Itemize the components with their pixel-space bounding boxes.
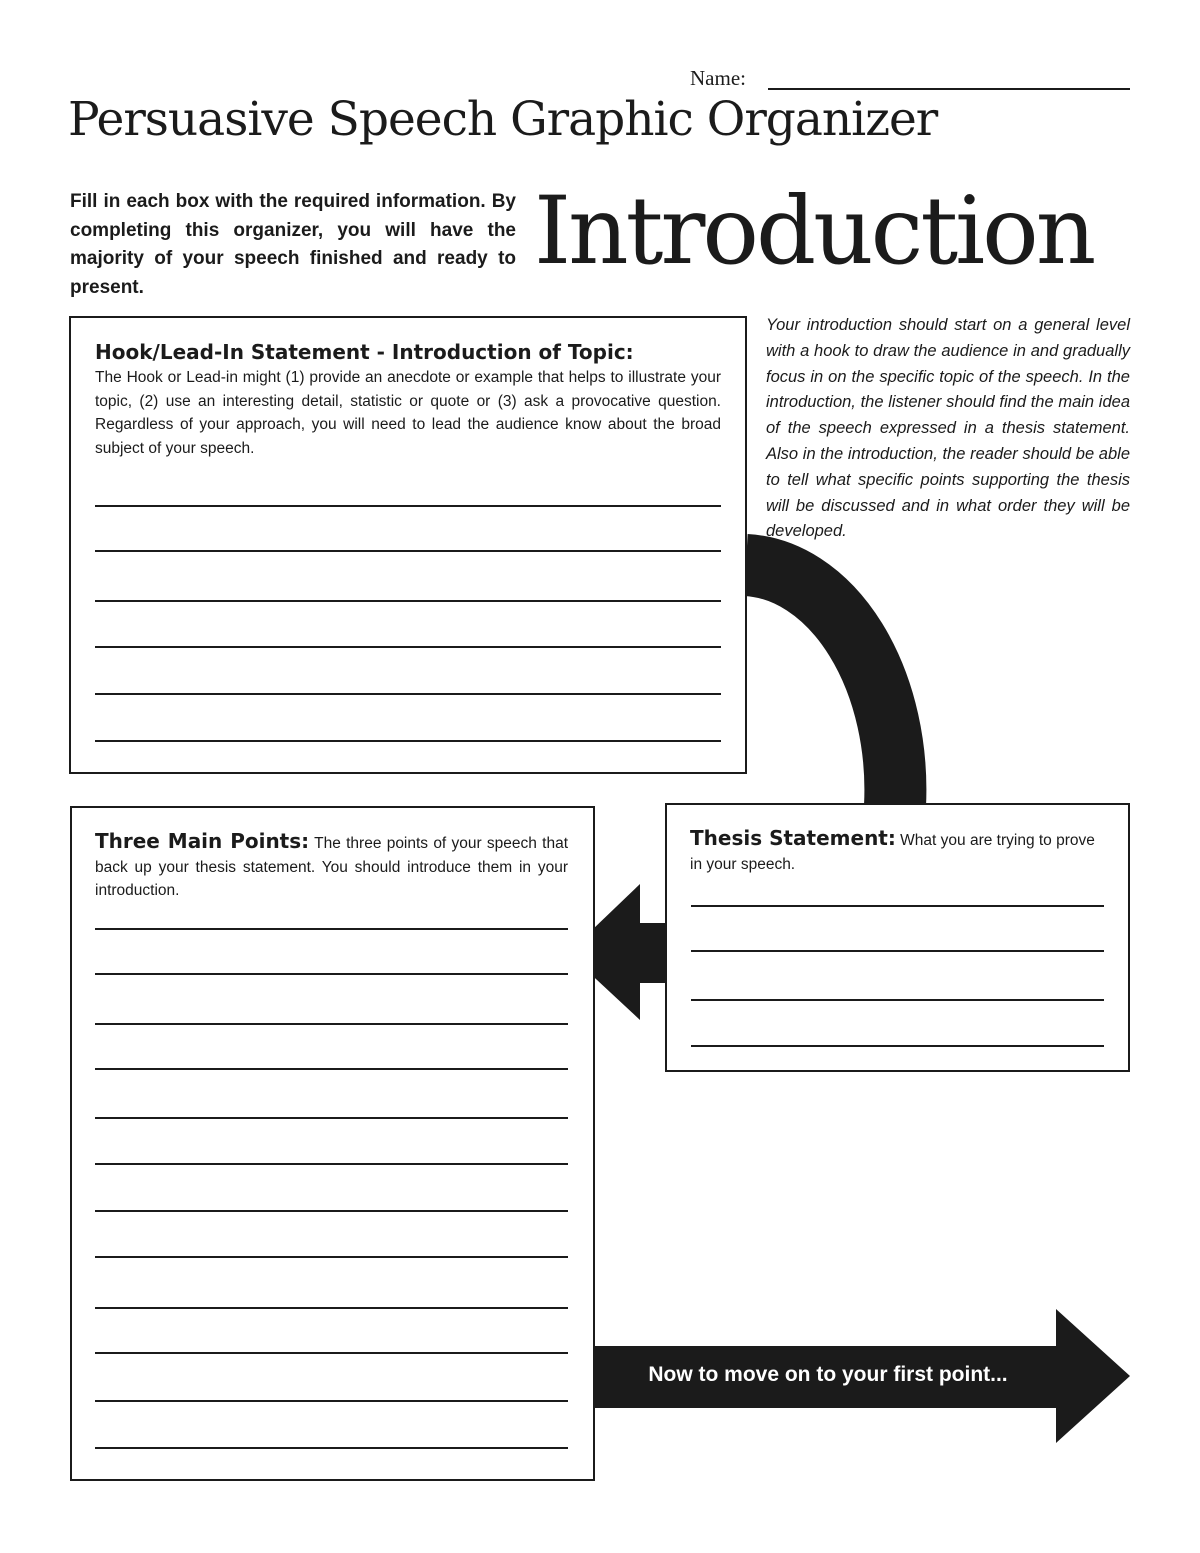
thesis-description: What you are trying to prove in your speech. — [690, 832, 1095, 873]
section-title: Introduction — [534, 177, 1094, 286]
thesis-writing-line[interactable] — [691, 1045, 1104, 1047]
hook-writing-line[interactable] — [95, 550, 721, 552]
points-writing-line[interactable] — [95, 1210, 568, 1212]
main-points-box — [70, 806, 595, 1481]
hook-writing-line[interactable] — [95, 646, 721, 648]
points-writing-line[interactable] — [95, 1163, 568, 1165]
points-writing-line[interactable] — [95, 1352, 568, 1354]
main-points-text — [95, 830, 568, 903]
hook-box-description: The Hook or Lead-in might (1) provide an anecdote or example that helps to illustrate your topic, (2) use an interesting detail, statistic or quote or (3) ask a provocative question. Regardless of your approach, you will need to lead the audience know about the broad subject of your speech. — [95, 369, 721, 457]
introduction-note: Your introduction should start on a general level with a hook to draw the audience in and gradually focus in on the specific topic of the speech. In the introduction, the listener should find the main idea of the speech expressed in a thesis statement. Also in the introduction, the reader should be able to tell what specific points supporting the thesis will be discussed and in what order they will be developed. — [766, 316, 1130, 541]
main-points-title: Three Main Points: — [95, 829, 310, 853]
thesis-writing-line[interactable] — [691, 905, 1104, 907]
points-writing-line[interactable] — [95, 1307, 568, 1309]
hook-writing-line[interactable] — [95, 740, 721, 742]
next-step-banner: Now to move on to your first point... — [648, 1363, 1008, 1386]
page-title: Persuasive Speech Graphic Organizer — [68, 92, 938, 147]
instructions-text: Fill in each box with the required information. By completing this organizer, you will have the majority of your speech finished and ready to present. — [70, 191, 516, 298]
points-writing-line[interactable] — [95, 1400, 568, 1402]
hook-writing-line[interactable] — [95, 505, 721, 507]
main-points-description: The three points of your speech that back up your thesis statement. You should introduce them in your introduction. — [95, 835, 569, 899]
points-writing-line[interactable] — [95, 1068, 568, 1070]
points-writing-line[interactable] — [95, 1447, 568, 1449]
points-writing-line[interactable] — [95, 1117, 568, 1119]
hook-writing-line[interactable] — [95, 600, 721, 602]
points-writing-line[interactable] — [95, 928, 568, 930]
hook-writing-line[interactable] — [95, 693, 721, 695]
thesis-title: Thesis Statement: — [690, 826, 896, 850]
points-writing-line[interactable] — [95, 1256, 568, 1258]
name-label: Name: — [690, 66, 746, 90]
points-writing-line[interactable] — [95, 973, 568, 975]
hook-box-title: Hook/Lead-In Statement - Introduction of Topic: — [95, 340, 634, 364]
curved-connector — [746, 565, 895, 806]
points-writing-line[interactable] — [95, 1023, 568, 1025]
name-field[interactable] — [768, 88, 1130, 90]
thesis-writing-line[interactable] — [691, 950, 1104, 952]
thesis-writing-line[interactable] — [691, 999, 1104, 1001]
thesis-text — [690, 826, 1104, 877]
